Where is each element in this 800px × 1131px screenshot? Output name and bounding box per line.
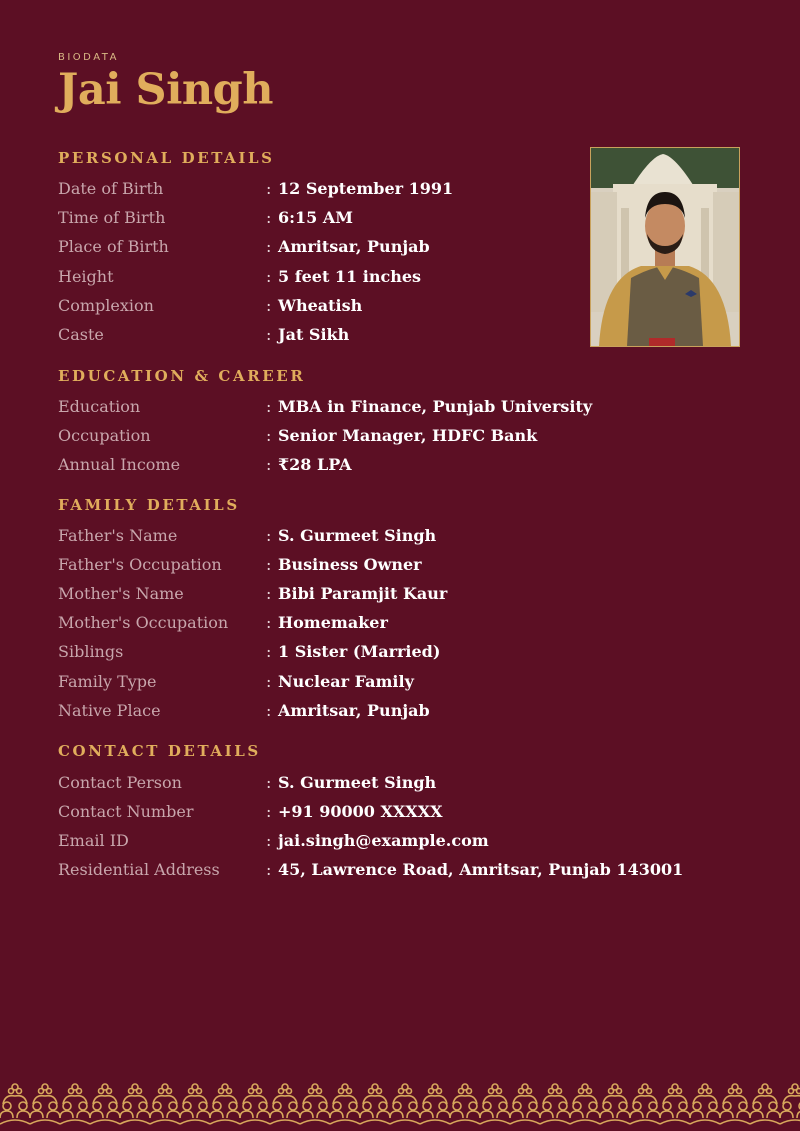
ornament-motif <box>540 1084 570 1124</box>
ornament-motif <box>120 1084 150 1124</box>
detail-colon: : <box>266 701 272 720</box>
detail-row-occupation <box>58 424 758 448</box>
detail-label: Father's Name <box>58 526 178 545</box>
detail-colon: : <box>266 860 272 879</box>
detail-value: S. Gurmeet Singh <box>278 526 437 545</box>
detail-colon: : <box>266 642 272 661</box>
detail-row-family-type <box>58 670 758 694</box>
detail-label: Date of Birth <box>58 179 164 198</box>
ornament-motif <box>360 1084 390 1124</box>
detail-colon: : <box>266 455 272 474</box>
detail-label: Height <box>58 267 114 286</box>
detail-label: Native Place <box>58 701 161 720</box>
detail-value: 5 feet 11 inches <box>278 267 422 286</box>
detail-value: Nuclear Family <box>278 672 414 691</box>
ornament-motif <box>150 1084 180 1124</box>
ornament-motif <box>30 1084 60 1124</box>
detail-row-contact-number <box>58 800 758 824</box>
ornament-motif <box>600 1084 630 1124</box>
detail-row-address <box>58 858 758 882</box>
biodata-eyebrow: BIODATA <box>58 52 119 63</box>
detail-label: Place of Birth <box>58 237 169 256</box>
ornament-motif <box>450 1084 480 1124</box>
detail-colon: : <box>266 773 272 792</box>
ornament-motif <box>750 1084 780 1124</box>
detail-value: Senior Manager, HDFC Bank <box>278 426 538 445</box>
ornament-motif <box>690 1084 720 1124</box>
ornament-motif <box>240 1084 270 1124</box>
detail-label: Siblings <box>58 642 124 661</box>
ornament-motif <box>420 1084 450 1124</box>
ornament-motif <box>510 1084 540 1124</box>
detail-row-annual-income <box>58 453 758 477</box>
detail-row-education <box>58 395 758 419</box>
detail-value: Business Owner <box>278 555 422 574</box>
detail-row-fathers-occupation <box>58 553 758 577</box>
ornament-motif <box>300 1084 330 1124</box>
ornament-motif <box>270 1084 300 1124</box>
portrait-photo <box>590 147 740 347</box>
detail-value: Wheatish <box>278 296 363 315</box>
detail-value: 6:15 AM <box>278 208 353 227</box>
detail-colon: : <box>266 325 272 344</box>
detail-colon: : <box>266 237 272 256</box>
detail-value: +91 90000 XXXXX <box>278 802 443 821</box>
detail-value: 45, Lawrence Road, Amritsar, Punjab 143001 <box>278 860 684 879</box>
detail-value: Jat Sikh <box>278 325 350 344</box>
detail-colon: : <box>266 831 272 850</box>
detail-row-mothers-name <box>58 582 758 606</box>
detail-colon: : <box>266 802 272 821</box>
detail-value: MBA in Finance, Punjab University <box>278 397 593 416</box>
ornament-motif <box>720 1084 750 1124</box>
ornament-motif <box>660 1084 690 1124</box>
detail-row-native-place <box>58 699 758 723</box>
detail-label: Contact Number <box>58 802 194 821</box>
detail-row-mothers-occupation <box>58 611 758 635</box>
section-title-family: FAMILY DETAILS <box>58 496 240 514</box>
section-title-contact: CONTACT DETAILS <box>58 742 261 760</box>
detail-colon: : <box>266 208 272 227</box>
detail-colon: : <box>266 179 272 198</box>
detail-colon: : <box>266 397 272 416</box>
ornament-motif <box>570 1084 600 1124</box>
detail-colon: : <box>266 526 272 545</box>
ornamental-border <box>0 1078 800 1131</box>
detail-colon: : <box>266 613 272 632</box>
detail-value: ₹28 LPA <box>278 455 352 474</box>
detail-label: Email ID <box>58 831 129 850</box>
ornament-motif <box>480 1084 510 1124</box>
detail-label: Mother's Occupation <box>58 613 229 632</box>
section-title-personal: PERSONAL DETAILS <box>58 149 275 167</box>
detail-value: 1 Sister (Married) <box>278 642 441 661</box>
detail-label: Time of Birth <box>58 208 166 227</box>
ornament-motif <box>60 1084 90 1124</box>
detail-value: Bibi Paramjit Kaur <box>278 584 448 603</box>
detail-value: Amritsar, Punjab <box>278 701 430 720</box>
detail-value: Amritsar, Punjab <box>278 237 430 256</box>
detail-colon: : <box>266 555 272 574</box>
detail-label: Complexion <box>58 296 154 315</box>
ornament-motif <box>630 1084 660 1124</box>
detail-label: Contact Person <box>58 773 182 792</box>
ornament-motif <box>210 1084 240 1124</box>
detail-label: Residential Address <box>58 860 220 879</box>
detail-label: Occupation <box>58 426 151 445</box>
detail-label: Education <box>58 397 141 416</box>
detail-colon: : <box>266 267 272 286</box>
detail-row-siblings <box>58 640 758 664</box>
detail-label: Family Type <box>58 672 157 691</box>
detail-colon: : <box>266 672 272 691</box>
person-name: Jai Singh <box>58 65 273 115</box>
ornament-motif <box>90 1084 120 1124</box>
ornament-motif <box>180 1084 210 1124</box>
ornament-motif <box>330 1084 360 1124</box>
detail-label: Annual Income <box>58 455 181 474</box>
detail-row-fathers-name <box>58 524 758 548</box>
ornament-motif <box>780 1084 800 1124</box>
detail-colon: : <box>266 584 272 603</box>
detail-label: Mother's Name <box>58 584 184 603</box>
ornament-motif <box>390 1084 420 1124</box>
section-title-education: EDUCATION & CAREER <box>58 367 306 385</box>
detail-label: Caste <box>58 325 104 344</box>
detail-colon: : <box>266 426 272 445</box>
detail-value: 12 September 1991 <box>278 179 454 198</box>
ornament-motif <box>0 1084 30 1124</box>
detail-colon: : <box>266 296 272 315</box>
detail-value: jai.singh@example.com <box>278 831 489 850</box>
detail-row-contact-person <box>58 771 758 795</box>
detail-row-email <box>58 829 758 853</box>
detail-value: Homemaker <box>278 613 388 632</box>
detail-label: Father's Occupation <box>58 555 222 574</box>
detail-value: S. Gurmeet Singh <box>278 773 437 792</box>
